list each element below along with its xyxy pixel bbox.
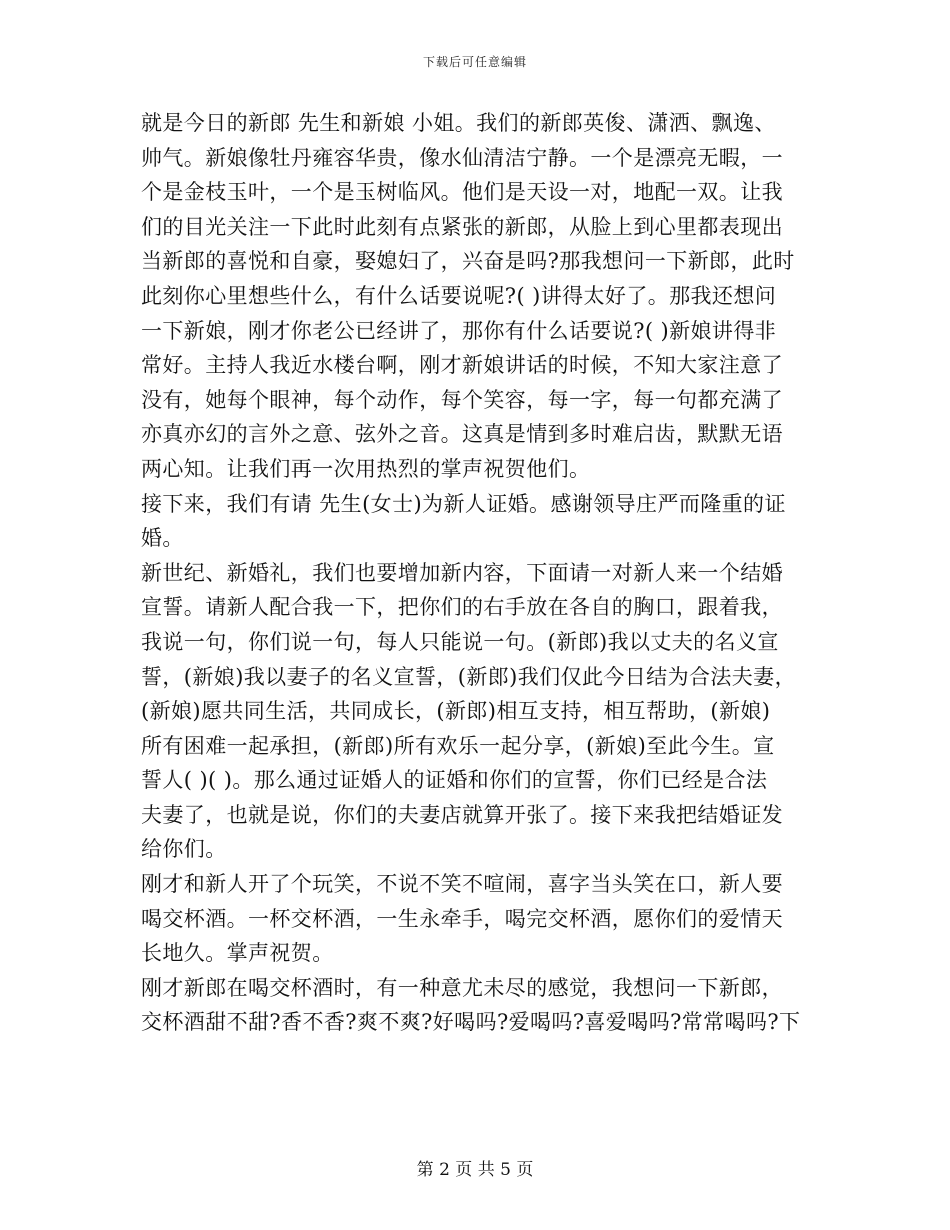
text-line: 当新郎的喜悦和自豪，娶媳妇了，兴奋是吗?那我想问一下新郎，此时 <box>141 249 795 274</box>
text-line: 亦真亦幻的言外之意、弦外之音。这真是情到多时难启齿，默默无语 <box>141 422 783 447</box>
text-line: 交杯酒甜不甜?香不香?爽不爽?好喝吗?爱喝吗?喜爱喝吗?常常喝吗?下 <box>141 1010 801 1035</box>
text-line: 两心知。让我们再一次用热烈的掌声祝贺他们。 <box>141 456 591 481</box>
text-line: 此刻你心里想些什么，有什么话要说呢?( )讲得太好了。那我还想问 <box>141 283 777 308</box>
text-line: 新世纪、新婚礼，我们也要增加新内容，下面请一对新人来一个结婚 <box>141 560 783 585</box>
text-line: 宣誓。请新人配合我一下，把你们的右手放在各自的胸口，跟着我， <box>141 595 783 620</box>
text-line: 刚才新郎在喝交杯酒时，有一种意尤未尽的感觉，我想问一下新郎， <box>141 975 783 1000</box>
page-number: 第 2 页 共 5 页 <box>416 1160 534 1180</box>
text-line: 接下来，我们有请 先生(女士)为新人证婚。感谢领导庄严而隆重的证 <box>141 491 786 516</box>
text-line: 誓，(新娘)我以妻子的名义宣誓，(新郎)我们仅此今日结为合法夫妻， <box>141 664 796 689</box>
text-line: (新娘)愿共同生活，共同成长，(新郎)相互支持，相互帮助，(新娘) <box>141 699 771 724</box>
text-line: 个是金枝玉叶，一个是玉树临风。他们是天设一对，地配一双。让我 <box>141 180 783 205</box>
text-line: 刚才和新人开了个玩笑，不说不笑不喧闹，喜字当头笑在口，新人要 <box>141 872 783 897</box>
text-line: 就是今日的新郎 先生和新娘 小姐。我们的新郎英俊、潇洒、飘逸、 <box>141 111 776 135</box>
text-line: 一下新娘，刚才你老公已经讲了，那你有什么话要说?( )新娘讲得非 <box>141 318 777 343</box>
text-line: 夫妻了，也就是说，你们的夫妻店就算开张了。接下来我把结婚证发 <box>141 802 783 827</box>
text-line: 婚。 <box>141 526 184 551</box>
text-line: 帅气。新娘像牡丹雍容华贵，像水仙清洁宁静。一个是漂亮无暇，一 <box>141 145 783 170</box>
document-body <box>141 106 809 1040</box>
text-line: 喝交杯酒。一杯交杯酒，一生永牵手，喝完交杯酒，愿你们的爱情天 <box>141 906 783 931</box>
text-line: 常好。主持人我近水楼台啊，刚才新娘讲话的时候，不知大家注意了 <box>141 353 783 378</box>
text-line: 我说一句，你们说一句，每人只能说一句。(新郎)我以丈夫的名义宣 <box>141 629 779 654</box>
text-line: 所有困难一起承担，(新郎)所有欢乐一起分享，(新娘)至此今生。宣 <box>141 733 775 758</box>
text-line: 们的目光关注一下此时此刻有点紧张的新郎，从脸上到心里都表现出 <box>141 214 783 239</box>
page-header: 下载后可任意编辑 <box>422 55 527 69</box>
text-line: 长地久。掌声祝贺。 <box>141 941 334 966</box>
text-line: 给你们。 <box>141 837 227 862</box>
text-line: 没有，她每个眼神，每个动作，每个笑容，每一字，每一句都充满了 <box>141 387 783 412</box>
text-line: 誓人( )( )。那么通过证婚人的证婚和你们的宣誓，你们已经是合法 <box>141 768 768 793</box>
